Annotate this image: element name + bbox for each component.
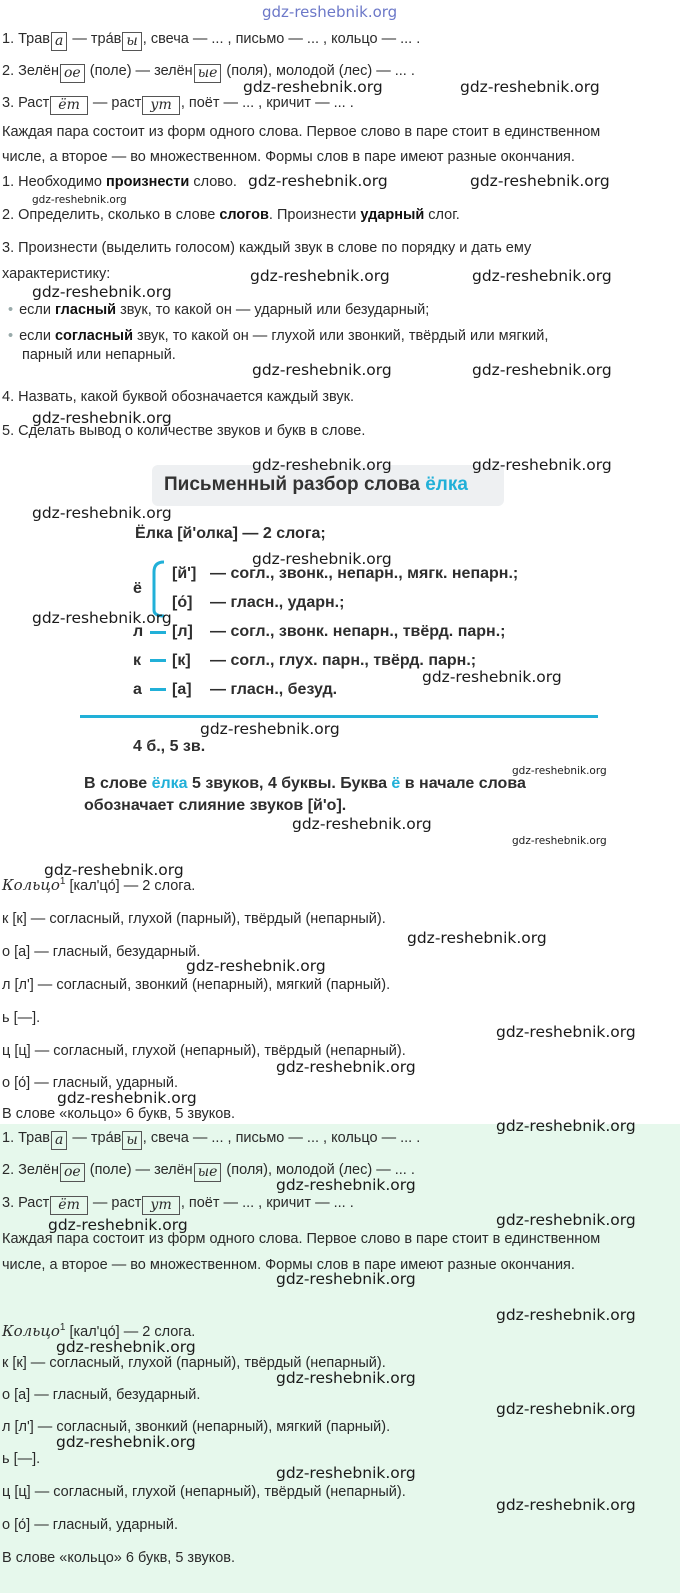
koltso-line: В слове «кольцо» 6 букв, 5 звуков. bbox=[2, 1106, 236, 1122]
answer-koltso-line: ц [ц] — согласный, глухой (непарный), твёрдый (непарный). bbox=[2, 1484, 406, 1500]
watermark: gdz-reshebnik.org bbox=[276, 1270, 416, 1288]
watermark: gdz-reshebnik.org bbox=[250, 267, 390, 285]
exercise-line-3: 3. Раст ёт — раст ут , поёт — ... , кричит — ... . bbox=[2, 95, 354, 113]
watermark: gdz-reshebnik.org bbox=[32, 194, 127, 206]
koltso-line: о [о́] — гласный, ударный. bbox=[2, 1075, 179, 1091]
watermark: gdz-reshebnik.org bbox=[243, 78, 383, 96]
watermark: gdz-reshebnik.org bbox=[472, 267, 612, 285]
plan-bullet-vowel: • если гласный звук, то какой он — ударный или безударный; bbox=[8, 302, 430, 318]
watermark: gdz-reshebnik.org bbox=[56, 1433, 196, 1451]
watermark: gdz-reshebnik.org bbox=[472, 361, 612, 379]
analysis-sound: [й'] bbox=[172, 565, 197, 582]
watermark: gdz-reshebnik.org bbox=[496, 1400, 636, 1418]
analysis-title: Письменный разбор слова ёлка bbox=[164, 474, 468, 495]
watermark: gdz-reshebnik.org bbox=[252, 361, 392, 379]
watermark: gdz-reshebnik.org bbox=[32, 609, 172, 627]
koltso-line: л [л'] — согласный, звонкий (непарный), мягкий (парный). bbox=[2, 977, 391, 993]
watermark: gdz-reshebnik.org bbox=[496, 1023, 636, 1041]
watermark: gdz-reshebnik.org bbox=[460, 78, 600, 96]
answer-koltso-line: о [а] — гласный, безударный. bbox=[2, 1387, 201, 1403]
plan-bullet-consonant: • если согласный звук, то какой он — глухой или звонкий, твёрдый или мягкий, bbox=[8, 328, 549, 344]
answer-koltso-heading: Кольцо$^1$ [кал'цо́] — 2 слога. bbox=[2, 1322, 196, 1340]
analysis-desc: — гласн., ударн.; bbox=[210, 594, 345, 611]
watermark: gdz-reshebnik.org bbox=[470, 172, 610, 190]
analysis-sound: [о́] bbox=[172, 594, 193, 611]
plan-step-5: 5. Сделать вывод о количестве звуков и букв в слове. bbox=[2, 423, 366, 439]
watermark: gdz-reshebnik.org bbox=[48, 1216, 188, 1234]
answer-koltso-line: В слове «кольцо» 6 букв, 5 звуков. bbox=[2, 1550, 236, 1566]
koltso-line: к [к] — согласный, глухой (парный), твёрдый (непарный). bbox=[2, 911, 386, 927]
dash-icon bbox=[150, 631, 166, 634]
plan-step-4: 4. Назвать, какой буквой обозначается каждый звук. bbox=[2, 389, 354, 405]
answer-koltso-line: к [к] — согласный, глухой (парный), твёрдый (непарный). bbox=[2, 1355, 386, 1371]
analysis-desc: — гласн., безуд. bbox=[210, 681, 338, 698]
watermark: gdz-reshebnik.org bbox=[472, 456, 612, 474]
watermark: gdz-reshebnik.org bbox=[252, 550, 392, 568]
watermark: gdz-reshebnik.org bbox=[186, 957, 326, 975]
explanation-line-1: Каждая пара состоит из форм одного слова. Первое слово в паре стоит в единственном bbox=[2, 124, 601, 140]
dash-icon bbox=[150, 659, 166, 662]
answer-koltso-line: о [о́] — гласный, ударный. bbox=[2, 1517, 179, 1533]
answer-line-2: 2. Зелён ое (поле) — зелён ые (поля), молодой (лес) — ... . bbox=[2, 1162, 415, 1180]
watermark: gdz-reshebnik.org bbox=[57, 1089, 197, 1107]
watermark: gdz-reshebnik.org bbox=[512, 765, 607, 777]
koltso-line: ц [ц] — согласный, глухой (непарный), твёрдый (непарный). bbox=[2, 1043, 406, 1059]
koltso-line: ь [—]. bbox=[2, 1010, 41, 1026]
answer-koltso-line: ь [—]. bbox=[2, 1451, 41, 1467]
explanation-line-2: числе, а второе — во множественном. Формы слов в паре имеют разные окончания. bbox=[2, 149, 575, 165]
exercise-line-1: 1. Трав а — тра́в ы , свеча — ... , письмо — ... , кольцо — ... . bbox=[2, 31, 421, 49]
watermark: gdz-reshebnik.org bbox=[32, 283, 172, 301]
watermark: gdz-reshebnik.org bbox=[496, 1117, 636, 1135]
answer-koltso-line: л [л'] — согласный, звонкий (непарный), мягкий (парный). bbox=[2, 1419, 391, 1435]
watermark: gdz-reshebnik.org bbox=[262, 3, 398, 21]
watermark: gdz-reshebnik.org bbox=[276, 1464, 416, 1482]
watermark: gdz-reshebnik.org bbox=[44, 861, 184, 879]
watermark: gdz-reshebnik.org bbox=[32, 409, 172, 427]
watermark: gdz-reshebnik.org bbox=[512, 835, 607, 847]
analysis-conclusion: В слове ёлка 5 звуков, 4 буквы. Буква ё в начале слова bbox=[84, 775, 526, 792]
plan-step-3: 3. Произнести (выделить голосом) каждый звук в слове по порядку и дать ему bbox=[2, 240, 532, 256]
analysis-desc: — согл., глух. парн., твёрд. парн.; bbox=[210, 652, 477, 669]
watermark: gdz-reshebnik.org bbox=[496, 1496, 636, 1514]
watermark: gdz-reshebnik.org bbox=[252, 456, 392, 474]
analysis-conclusion-cont: обозначает слияние звуков [й'о]. bbox=[84, 797, 347, 814]
watermark: gdz-reshebnik.org bbox=[248, 172, 388, 190]
analysis-header: Ёлка [й'олка] — 2 слога; bbox=[135, 525, 326, 542]
answer-explanation-1: Каждая пара состоит из форм одного слова. Первое слово в паре стоит в единственном bbox=[2, 1231, 601, 1247]
watermark: gdz-reshebnik.org bbox=[496, 1306, 636, 1324]
watermark: gdz-reshebnik.org bbox=[276, 1058, 416, 1076]
watermark: gdz-reshebnik.org bbox=[32, 504, 172, 522]
watermark: gdz-reshebnik.org bbox=[407, 929, 547, 947]
watermark: gdz-reshebnik.org bbox=[292, 815, 432, 833]
analysis-letter: л bbox=[133, 623, 144, 640]
analysis-sound: [к] bbox=[172, 652, 191, 669]
plan-bullet-consonant-cont: парный или непарный. bbox=[22, 347, 176, 363]
watermark: gdz-reshebnik.org bbox=[496, 1211, 636, 1229]
dash-icon bbox=[150, 688, 166, 691]
answer-line-1: 1. Трав а — тра́в ы , свеча — ... , письмо — ... , кольцо — ... . bbox=[2, 1130, 421, 1148]
plan-step-3-cont: характеристику: bbox=[2, 266, 111, 282]
plan-step-2: 2. Определить, сколько в слове слогов. Произнести ударный слог. bbox=[2, 207, 460, 223]
exercise-line-2: 2. Зелён ое (поле) — зелён ые (поля), молодой (лес) — ... . bbox=[2, 63, 415, 81]
plan-step-1: 1. Необходимо произнести слово. bbox=[2, 174, 237, 190]
divider bbox=[80, 715, 598, 718]
analysis-sound: [а] bbox=[172, 681, 192, 698]
analysis-sound: [л] bbox=[172, 623, 193, 640]
answer-explanation-2: числе, а второе — во множественном. Формы слов в паре имеют разные окончания. bbox=[2, 1257, 575, 1273]
analysis-desc: — согл., звонк., непарн., мягк. непарн.; bbox=[210, 565, 519, 582]
answer-line-3: 3. Раст ёт — раст ут , поёт — ... , кричит — ... . bbox=[2, 1195, 354, 1213]
analysis-letter: к bbox=[133, 652, 142, 669]
watermark: gdz-reshebnik.org bbox=[276, 1176, 416, 1194]
analysis-letter: а bbox=[133, 681, 142, 698]
koltso-line: о [а] — гласный, безударный. bbox=[2, 944, 201, 960]
analysis-desc: — согл., звонк. непарн., твёрд. парн.; bbox=[210, 623, 506, 640]
watermark: gdz-reshebnik.org bbox=[56, 1338, 196, 1356]
analysis-letter: ё bbox=[133, 580, 142, 597]
watermark: gdz-reshebnik.org bbox=[422, 668, 562, 686]
koltso-heading: Кольцо$^1$ [кал'цо́] — 2 слога. bbox=[2, 876, 196, 894]
watermark: gdz-reshebnik.org bbox=[276, 1369, 416, 1387]
analysis-total: 4 б., 5 зв. bbox=[133, 738, 206, 755]
watermark: gdz-reshebnik.org bbox=[200, 720, 340, 738]
